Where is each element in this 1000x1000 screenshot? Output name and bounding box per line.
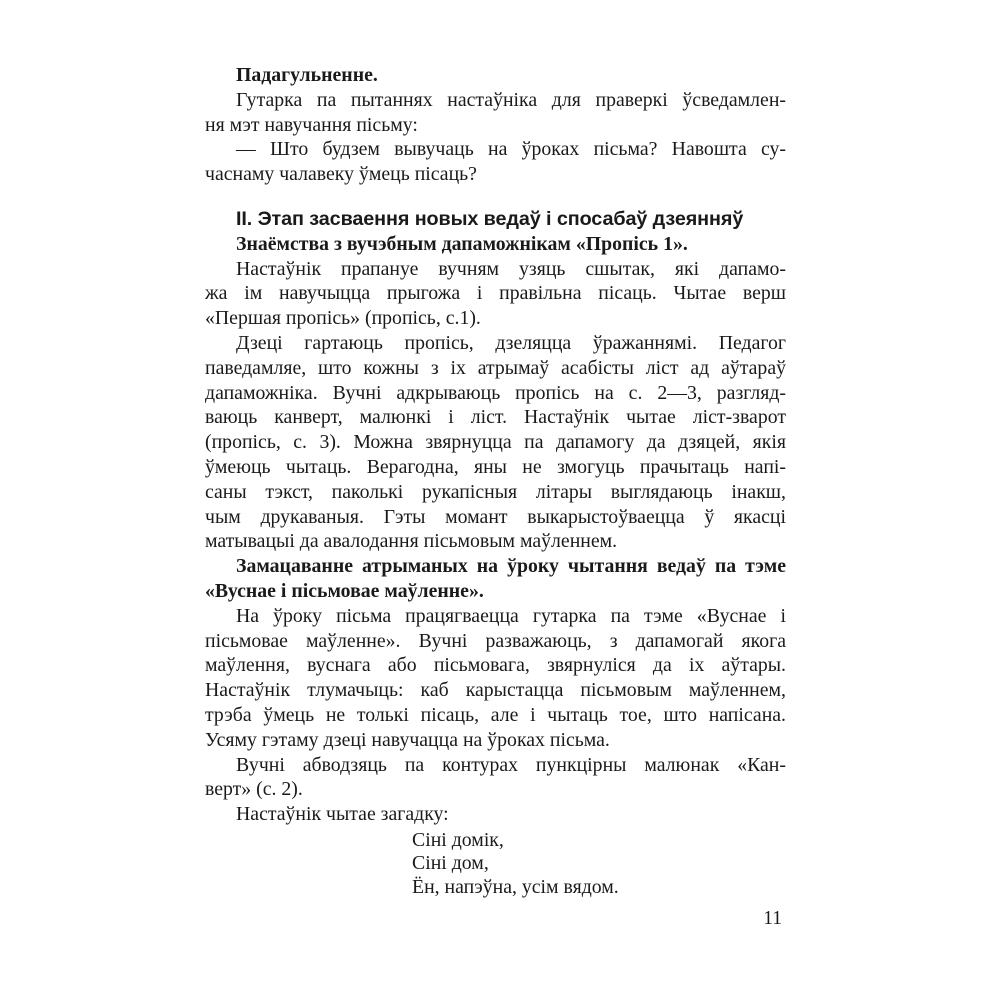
- text-line: На ўроку пісьма працягваецца гутарка па тэме «Вуснае і: [236, 604, 786, 627]
- text-line: «Першая пропісь» (пропісь, с.1).: [205, 307, 481, 330]
- text-line: верт» (с. 2).: [205, 778, 303, 801]
- riddle-verse: [412, 829, 786, 900]
- verse-line: Сіні домік,: [412, 828, 504, 851]
- text-line: Настаўнік тлумачыць: каб карыстацца пісьмовым маўленнем,: [205, 679, 786, 702]
- text-line: пісьмовае маўленне». Вучні разважаюць, з дапамогай якога: [205, 629, 786, 652]
- text-line: ня мэт навучання пісьму:: [205, 113, 418, 136]
- verse-line: Ён, напэўна, усім вядом.: [412, 875, 619, 898]
- paragraph: [205, 88, 786, 138]
- subheading-line: Знаёмства з вучэбным дапаможнікам «Пропісь 1».: [236, 232, 688, 255]
- subheading-line: «Вуснае і пісьмовае маўленне».: [205, 579, 484, 602]
- paragraph: [205, 802, 786, 827]
- text-line: Усяму гэтаму дзеці навучацца на ўроках пісьма.: [205, 728, 610, 751]
- lesson-subheading: [205, 232, 786, 257]
- paragraph: [205, 257, 786, 331]
- page-number: 11: [763, 908, 782, 929]
- text-line: маўлення, вуснага або пісьмовага, звярнуліся да іх аўтары.: [205, 654, 786, 677]
- paragraph: [205, 137, 786, 187]
- text-line: часнаму чалавеку ўмець пісаць?: [205, 163, 477, 186]
- paragraph: [205, 604, 786, 753]
- consolidation-subheading: [205, 554, 786, 604]
- stage-heading-line: II. Этап засваення новых ведаў і спосабаў дзеянняў: [236, 207, 744, 230]
- text-line: (пропісь, с. 3). Можна звярнуцца па дапамогу да дзяцей, якія: [205, 431, 786, 454]
- text-line: — Што будзем вывучаць на ўроках пісьма? Навошта су-: [236, 138, 786, 161]
- stage-heading: [205, 207, 786, 232]
- text-line: ваюць канверт, малюнкі і ліст. Настаўнік чытае ліст-зварот: [205, 406, 786, 429]
- verse-line: Сіні дом,: [412, 852, 489, 875]
- subheading-line: Падагульненне.: [236, 64, 378, 86]
- text-line: матывацыі да авалодання пісьмовым маўленнем.: [205, 530, 618, 553]
- text-line: паведамляе, што кожны з іх атрымаў асабісты ліст ад аўтараў: [205, 356, 786, 379]
- text-line: Дзеці гартаюць пропісь, дзеляцца ўражаннямі. Педагог: [236, 331, 786, 354]
- text-column: [205, 63, 786, 899]
- paragraph: [205, 331, 786, 554]
- text-line: Гутарка па пытаннях настаўніка для праверкі ўсведамлен-: [236, 88, 786, 111]
- paragraph: [205, 753, 786, 803]
- text-line: Настаўнік чытае загадку:: [236, 803, 449, 826]
- text-line: чым друкаваныя. Гэты момант выкарыстоўваецца ў якасці: [205, 505, 786, 528]
- text-line: Вучні абводзяць па контурах пункцірны малюнак «Кан-: [236, 753, 786, 776]
- text-line: дапаможніка. Вучні адкрываюць пропісь на с. 2—3, разгляд-: [205, 381, 786, 404]
- text-line: саны тэкст, паколькі рукапісныя літары выглядаюць інакш,: [205, 480, 786, 503]
- summary-section-heading: [205, 63, 786, 88]
- text-line: трэба ўмець не толькі пісаць, але і чытаць тое, што напісана.: [205, 703, 786, 726]
- subheading-line: Замацаванне атрыманых на ўроку чытання ведаў па тэме: [236, 555, 786, 578]
- text-line: ўмеюць чытаць. Верагодна, яны не змогуць прачытаць напі-: [205, 455, 786, 478]
- text-line: Настаўнік прапануе вучням узяць сшытак, які дапамо-: [236, 257, 786, 280]
- text-line: жа ім навучыцца прыгожа і правільна пісаць. Чытае верш: [205, 282, 786, 305]
